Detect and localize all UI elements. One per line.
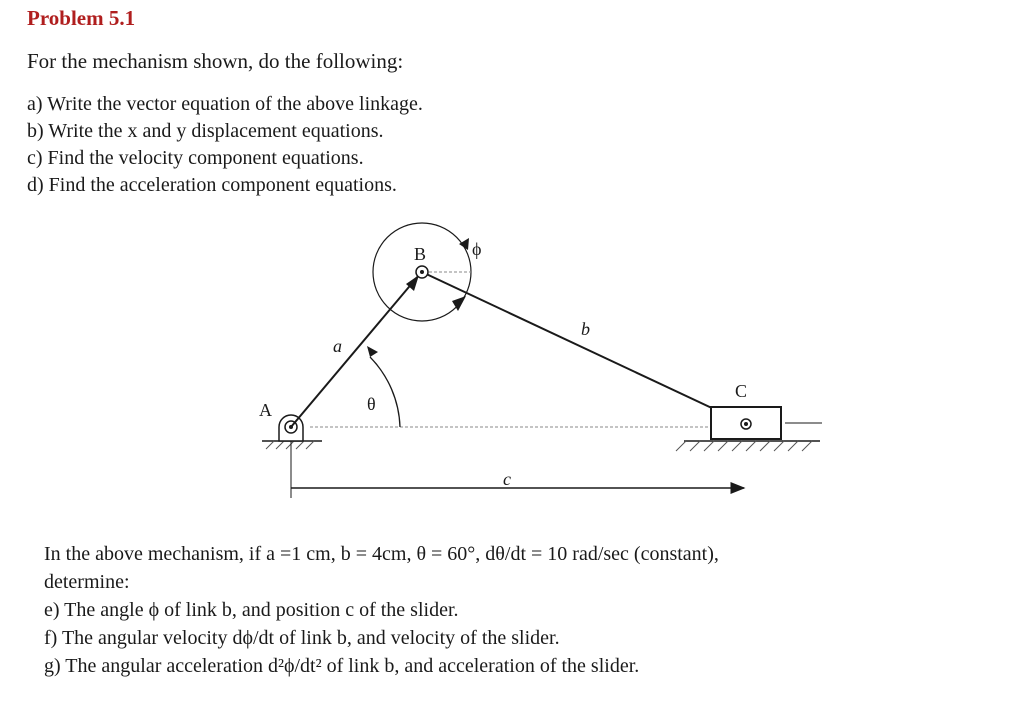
given-conditions: [44, 540, 719, 680]
label-link-b: b: [581, 319, 590, 339]
task-item-b: b) Write the x and y displacement equations.: [27, 120, 384, 142]
question-item-e: e) The angle ϕ of link b, and position c of the slider.: [44, 599, 459, 621]
given-line-1: In the above mechanism, if a =1 cm, b = 4cm, θ = 60°, dθ/dt = 10 rad/sec (constant),: [44, 543, 719, 565]
problem-title: Problem 5.1: [27, 6, 136, 30]
problem-intro: For the mechanism shown, do the following:: [27, 49, 404, 73]
question-item-g: g) The angular acceleration d²ϕ/dt² of link b, and acceleration of the slider.: [44, 655, 640, 677]
task-item-a: a) Write the vector equation of the above linkage.: [27, 93, 423, 115]
label-point-b: B: [414, 244, 427, 264]
phi-arc-arrow: [459, 238, 469, 250]
pin-joint-b: [416, 266, 428, 278]
pin-joint-a: [279, 415, 303, 441]
link-b: [422, 272, 748, 425]
task-item-c: c) Find the velocity component equations.: [27, 147, 364, 169]
label-link-a: a: [333, 336, 342, 356]
given-line-2: determine:: [44, 571, 130, 593]
label-phi: ϕ: [472, 239, 482, 259]
label-dimension-c: c: [503, 469, 511, 489]
slider-block-c: [676, 407, 822, 451]
ground-support-a: [262, 441, 322, 449]
label-theta: θ: [367, 394, 376, 414]
theta-arc-arrow: [367, 346, 378, 357]
theta-arc: [370, 357, 400, 427]
label-point-a: A: [259, 400, 272, 420]
task-item-d: d) Find the acceleration component equations.: [27, 174, 397, 196]
link-a: [291, 275, 419, 427]
label-point-c: C: [735, 381, 748, 401]
question-item-f: f) The angular velocity dϕ/dt of link b, and velocity of the slider.: [44, 627, 560, 649]
